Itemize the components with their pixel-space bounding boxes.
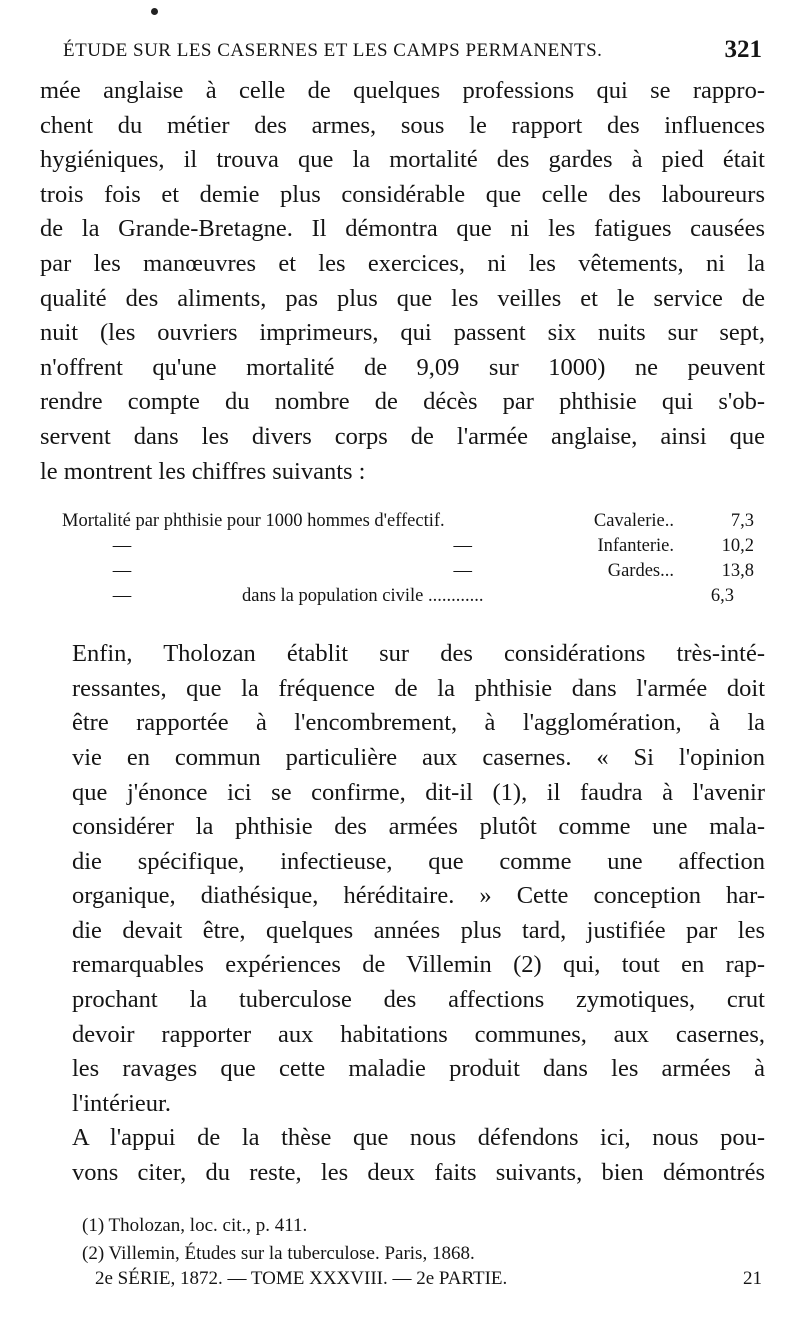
table-lead: Mortalité par phthisie pour 1000 hommes d'effectif. [62,511,445,532]
paragraph-1 [40,74,765,489]
page-number: 321 [724,36,762,63]
text-line: le montrent les chiffres suivants : [40,457,366,485]
table-value: 7,3 [730,511,754,532]
ditto-dash: — [112,561,132,582]
ditto-dash: — [112,536,132,557]
text-line: servent dans les divers corps de l'armée anglaise, ainsi que [40,422,765,450]
text-line: vons citer, du reste, les deux faits suivants, bien démontrés [72,1159,765,1187]
text-line: rendre compte du nombre de décès par phthisie qui s'ob- [40,388,765,416]
table-row [62,559,754,584]
table-value: 13,8 [721,561,754,582]
text-line: ressantes, que la fréquence de la phthisie dans l'armée doit [72,674,765,702]
civil-population-label: dans la population civile ............ [242,586,484,607]
table-value: 6,3 [710,586,734,607]
running-header [55,36,762,70]
text-line: par les manœuvres et les exercices, ni les vêtements, ni la [40,249,765,277]
text-line: remarquables expériences de Villemin (2) qui, tout en rap- [72,951,765,979]
table-lead [62,559,536,584]
ditto-dash: — [453,536,472,557]
signature-mark: 21 [743,1268,762,1289]
text-line: l'intérieur. [72,1089,171,1117]
text-line: organique, diathésique, héréditaire. » Cette conception har- [72,882,765,910]
text-line: de la Grande-Bretagne. Il démontra que ni les fatigues causées [40,215,765,243]
text-line: vie en commun particulière aux casernes. « Si l'opinion [72,743,765,771]
running-title: ÉTUDE SUR LES CASERNES ET LES CAMPS PERMANENTS. [63,40,603,61]
footnote: (2) Villemin, Études sur la tuberculose. Paris, 1868. [82,1243,475,1264]
text-line: considérer la phthisie des armées plutôt comme une mala- [72,813,765,841]
ditto-dash: — [112,586,132,607]
text-line: Enfin, Tholozan établit sur des considérations très-inté- [72,640,765,668]
printer-dot [151,8,158,15]
ditto-dash: — [453,561,472,582]
text-line: les ravages que cette maladie produit dans les armées à [72,1055,765,1083]
text-line: que j'énonce ici se confirme, dit-il (1), il faudra à l'avenir [72,778,765,806]
text-line: qualité des aliments, pas plus que les veilles et le service de [40,284,765,312]
body-text [40,74,765,1191]
text-line: nuit (les ouvriers imprimeurs, qui passent six nuits sur sept, [40,319,765,347]
text-line: hygiéniques, il trouva que la mortalité des gardes à pied était [40,146,765,174]
table-category: Gardes... [607,561,674,582]
table-value: 10,2 [721,536,754,557]
series-line: 2e SÉRIE, 1872. — TOME XXXVIII. — 2e PARTIE. [95,1268,508,1289]
text-line: A l'appui de la thèse que nous défendons ici, nous pou- [72,1124,765,1152]
text-line: mée anglaise à celle de quelques professions qui se rappro- [40,77,765,104]
paragraph-3 [40,1121,765,1190]
footnote: (1) Tholozan, loc. cit., p. 411. [82,1215,308,1236]
text-line: die devait être, quelques années plus tard, justifiée par les [72,916,765,944]
table-category: Cavalerie.. [593,511,674,532]
table-lead [62,534,536,559]
text-line: chent du métier des armes, sous le rapport des influences [40,111,765,139]
footnotes [82,1212,762,1268]
paragraph-2 [40,637,765,1121]
text-line: trois fois et demie plus considérable que celle des laboureurs [40,180,765,208]
table-category: Infanterie. [597,536,674,557]
text-line: prochant la tuberculose des affections zymotiques, crut [72,986,765,1014]
table-row [62,509,754,534]
text-line: die spécifique, infectieuse, que comme une affection [72,847,765,875]
text-line: devoir rapporter aux habitations communes, aux casernes, [72,1020,765,1048]
table-row [62,534,754,559]
table-lead [62,584,662,609]
page-footer [95,1268,762,1296]
mortality-table [62,509,754,609]
table-row [62,584,754,609]
text-line: n'offrent qu'une mortalité de 9,09 sur 1000) ne peuvent [40,353,765,381]
text-line: être rapportée à l'encombrement, à l'agglomération, à la [72,709,765,737]
